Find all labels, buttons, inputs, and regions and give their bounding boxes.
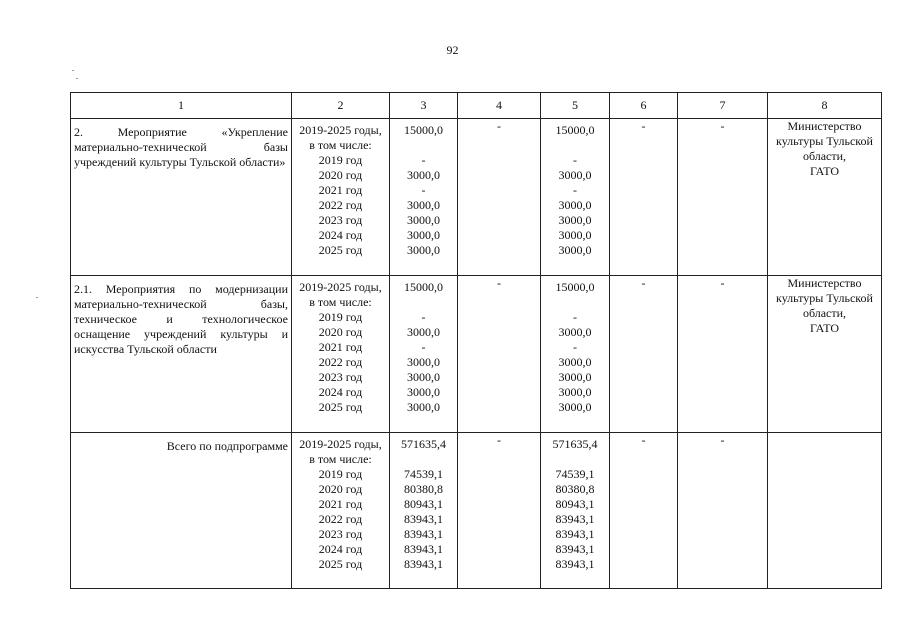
- activity-description: 2. Мероприятие «Укрепление материально-технической базы учреждений культуры Тульской области»: [74, 125, 288, 169]
- col5-value: 3000,0: [558, 355, 592, 369]
- header-cell-7: 7: [678, 93, 768, 119]
- period-line: в том числе:: [309, 138, 372, 152]
- period-line: 2020 год: [318, 168, 363, 182]
- period-line: 2023 год: [318, 213, 363, 227]
- period-line: 2020 год: [318, 482, 363, 496]
- col3-value: [390, 138, 457, 153]
- col4-cell: -: [458, 276, 541, 433]
- period-line: 2022 год: [318, 512, 363, 526]
- page-number: 92: [446, 43, 459, 57]
- period-line: в том числе:: [309, 295, 372, 309]
- col5-value: 83943,1: [555, 512, 595, 526]
- col3-value: 3000,0: [407, 400, 440, 414]
- col3-value: 3000,0: [407, 168, 440, 182]
- col5-value: 74539,1: [555, 467, 595, 481]
- col5-value: 3000,0: [558, 228, 592, 242]
- table-row: [71, 276, 882, 433]
- activity-description: 2.1. Мероприятия по модернизации материально-технической базы, техническое и технологическое оснащение учреждений культуры и искусства Тульской области: [74, 282, 288, 356]
- col5-value: 3000,0: [558, 243, 592, 257]
- scan-artifact: [36, 297, 38, 298]
- period-line: 2024 год: [318, 542, 363, 556]
- col5-cell: [541, 276, 610, 433]
- col5-value: 83943,1: [555, 542, 595, 556]
- period-line: 2019 год: [318, 153, 363, 167]
- col3-value: 571635,4: [401, 437, 446, 451]
- period-line: 2023 год: [318, 527, 363, 541]
- header-cell-5: 5: [541, 93, 610, 119]
- period-line: 2019 год: [318, 310, 363, 324]
- period-line: 2019-2025 годы,: [299, 437, 382, 451]
- period-line: в том числе:: [309, 452, 372, 466]
- period-line: 2019-2025 годы,: [299, 280, 382, 294]
- col3-value: -: [421, 340, 426, 354]
- col5-value: 15000,0: [555, 123, 595, 137]
- col5-value: 3000,0: [558, 198, 592, 212]
- col5-value: 3000,0: [558, 168, 592, 182]
- col5-value: 15000,0: [555, 280, 595, 294]
- col7-cell: -: [678, 119, 768, 276]
- period-cell: [292, 433, 390, 589]
- col5-cell: [541, 119, 610, 276]
- responsible-line: культуры Тульской: [776, 134, 873, 148]
- period-line: 2020 год: [318, 325, 363, 339]
- col6-cell: -: [610, 276, 678, 433]
- responsible-line: Министерство: [787, 276, 862, 290]
- period-line: 2021 год: [318, 340, 363, 354]
- period-line: 2019-2025 годы,: [299, 123, 382, 137]
- col5-value: 3000,0: [558, 370, 592, 384]
- header-row: [71, 93, 882, 119]
- activity-description-cell: [71, 276, 292, 433]
- period-line: 2025 год: [318, 557, 363, 571]
- period-cell: [292, 276, 390, 433]
- col3-value: -: [421, 153, 426, 167]
- col3-value: 15000,0: [404, 123, 443, 137]
- col4-cell: -: [458, 433, 541, 589]
- col3-value: 15000,0: [404, 280, 443, 294]
- header-cell-1: 1: [71, 93, 292, 119]
- col3-value: 83943,1: [404, 557, 443, 571]
- responsible-line: ГАТО: [809, 321, 840, 335]
- total-description-cell: [71, 433, 292, 589]
- col6-cell: -: [610, 119, 678, 276]
- col3-value: 3000,0: [407, 198, 440, 212]
- col5-value: -: [573, 310, 577, 324]
- total-description: Всего по подпрограмме: [166, 439, 288, 453]
- col3-cell: [390, 119, 458, 276]
- period-line: 2021 год: [318, 497, 363, 511]
- col5-value: -: [573, 183, 577, 197]
- col7-cell: -: [678, 276, 768, 433]
- col5-value: -: [573, 153, 577, 167]
- col5-value: 3000,0: [558, 385, 592, 399]
- col5-value: 3000,0: [558, 213, 592, 227]
- scan-artifact: [76, 78, 78, 79]
- col5-value: [541, 138, 609, 153]
- col3-value: 3000,0: [407, 385, 440, 399]
- header-cell-6: 6: [610, 93, 678, 119]
- col3-cell: [390, 276, 458, 433]
- col3-value: 83943,1: [404, 512, 443, 526]
- col3-value: 3000,0: [407, 243, 440, 257]
- scan-artifact: [72, 70, 74, 71]
- period-cell: [292, 119, 390, 276]
- responsible-line: области,: [802, 306, 847, 320]
- col5-value: [541, 295, 609, 310]
- period-line: 2025 год: [318, 400, 363, 414]
- col5-value: 3000,0: [558, 400, 592, 414]
- period-line: 2024 год: [318, 385, 363, 399]
- period-line: 2024 год: [318, 228, 363, 242]
- col3-value: -: [421, 183, 426, 197]
- col3-cell: [390, 433, 458, 589]
- col5-value: 571635,4: [552, 437, 598, 451]
- col5-value: 80943,1: [555, 497, 595, 511]
- col6-cell: -: [610, 433, 678, 589]
- col3-value: -: [421, 310, 426, 324]
- responsible-cell: [768, 276, 882, 433]
- col3-value: 80943,1: [404, 497, 443, 511]
- responsible-line: Министерство: [787, 119, 862, 133]
- col3-value: 83943,1: [404, 527, 443, 541]
- col3-value: 3000,0: [407, 213, 440, 227]
- table-row: [71, 119, 882, 276]
- period-line: 2025 год: [318, 243, 363, 257]
- col4-cell: -: [458, 119, 541, 276]
- col5-value: 83943,1: [555, 557, 595, 571]
- period-line: 2019 год: [318, 467, 363, 481]
- col7-cell: -: [678, 433, 768, 589]
- period-line: 2023 год: [318, 370, 363, 384]
- col3-value: 74539,1: [404, 467, 443, 481]
- col3-value: [390, 452, 457, 467]
- activity-description-cell: [71, 119, 292, 276]
- col5-value: 80380,8: [555, 482, 595, 496]
- header-cell-4: 4: [458, 93, 541, 119]
- header-cell-3: 3: [390, 93, 458, 119]
- col3-value: 80380,8: [404, 482, 443, 496]
- header-cell-8: 8: [768, 93, 882, 119]
- col5-value: -: [573, 340, 577, 354]
- col5-value: [541, 452, 609, 467]
- responsible-cell: [768, 119, 882, 276]
- col3-value: 3000,0: [407, 370, 440, 384]
- col5-value: 83943,1: [555, 527, 595, 541]
- responsible-line: культуры Тульской: [776, 291, 873, 305]
- col3-value: 3000,0: [407, 355, 440, 369]
- period-line: 2021 год: [318, 183, 363, 197]
- responsible-line: области,: [802, 149, 847, 163]
- period-line: 2022 год: [318, 355, 363, 369]
- col3-value: [390, 295, 457, 310]
- total-row: [71, 433, 882, 589]
- col3-value: 3000,0: [407, 228, 440, 242]
- responsible-cell-empty: [768, 433, 882, 589]
- col5-value: 3000,0: [558, 325, 592, 339]
- program-table: [70, 92, 882, 589]
- col5-cell: [541, 433, 610, 589]
- responsible-line: ГАТО: [809, 164, 840, 178]
- header-cell-2: 2: [292, 93, 390, 119]
- col3-value: 3000,0: [407, 325, 440, 339]
- period-line: 2022 год: [318, 198, 363, 212]
- col3-value: 83943,1: [404, 542, 443, 556]
